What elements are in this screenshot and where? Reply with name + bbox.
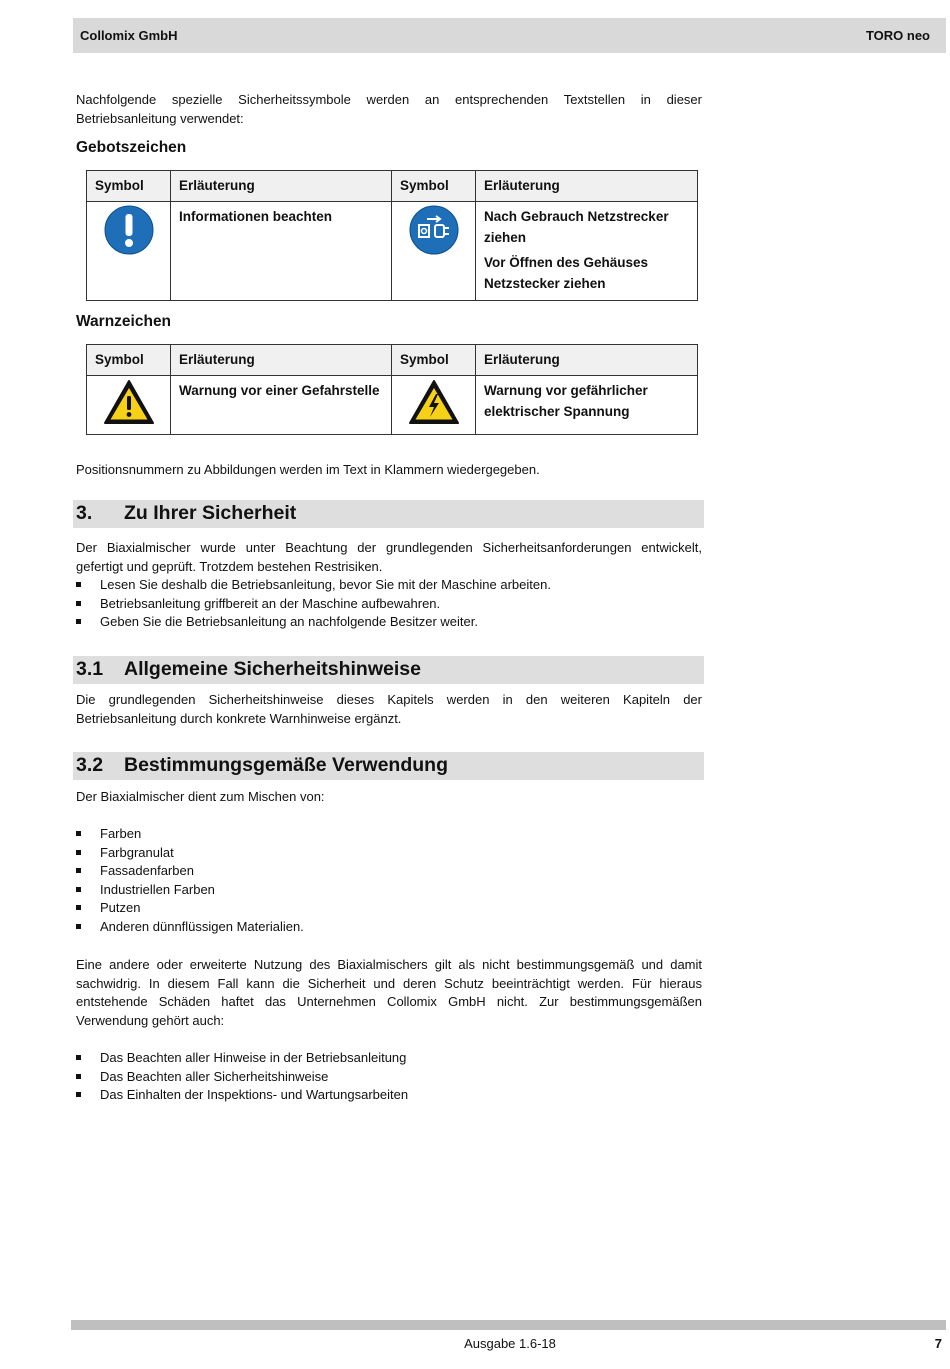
section-number: 3.2 (76, 754, 104, 776)
list-item: Putzen (76, 899, 702, 918)
list-item: Lesen Sie deshalb die Betriebsanleitung, bevor Sie mit der Maschine arbeiten. (76, 576, 702, 595)
page-header (73, 18, 946, 53)
list-item: Das Einhalten der Inspektions- und Wartungsarbeiten (76, 1086, 702, 1105)
list-item: Industriellen Farben (76, 881, 702, 900)
table-header-row (87, 171, 698, 202)
section-number: 3. (76, 502, 93, 524)
bullet-icon (76, 924, 81, 929)
gebot-text-2b: Vor Öffnen des Gehäuses Netzstecker ziehen (484, 255, 649, 291)
list-item: Fassadenfarben (76, 862, 702, 881)
warning-triangle-icon (103, 379, 155, 425)
header-product: TORO neo (865, 28, 930, 43)
footer-edition: Ausgabe 1.6-18 (464, 1336, 556, 1351)
gebot-heading: Gebotszeichen (76, 139, 187, 156)
gebot-text-2a: Nach Gebrauch Netzstrecker ziehen (484, 209, 669, 245)
sec3-bullet-list (76, 576, 702, 632)
section-title: Bestimmungsgemäße Verwendung (124, 754, 448, 776)
bullet-icon (76, 619, 81, 624)
header-company: Collomix GmbH (80, 28, 178, 43)
table-row (87, 376, 698, 435)
header-explanation: Erläuterung (476, 171, 698, 202)
section-title: Allgemeine Sicherheitshinweise (124, 658, 421, 680)
intro-text: Nachfolgende spezielle Sicherheitssymbole werden an entsprechenden Textstellen in dieser Betriebsanleitung verwendet: (76, 92, 702, 126)
footer-bar (71, 1320, 946, 1330)
warn-text-1: Warnung vor einer Gefahrstelle (171, 376, 392, 435)
list-item: Das Beachten aller Sicherheitshinweise (76, 1068, 702, 1087)
high-voltage-icon (408, 379, 460, 425)
header-symbol: Symbol (87, 171, 171, 202)
section-number: 3.1 (76, 658, 104, 680)
list-item: Farbgranulat (76, 844, 702, 863)
warn-text-2: Warnung vor gefährlicher elektrischer Spannung (476, 376, 698, 435)
warn-table (86, 344, 698, 435)
header-explanation: Erläuterung (476, 345, 698, 376)
sec32-text: Der Biaxialmischer dient zum Mischen von: (76, 789, 325, 804)
sec32-text-2: Eine andere oder erweiterte Nutzung des Biaxialmischers gilt als nicht bestimmungsgemäß und damit sachwidrig. In diesem Fall kann die Sicherheit und deren Schutz beeinträchtigt werden. Für hieraus entstehende Schäden haftet das Unternehmen Collomix GmbH nicht. Zur bestimmungsgemäßen Verwendung gehört auch: (76, 957, 702, 1028)
sec32-bullet-list (76, 825, 702, 937)
table-row (87, 202, 698, 301)
section-title: Zu Ihrer Sicherheit (124, 502, 297, 524)
header-explanation: Erläuterung (171, 345, 392, 376)
list-item: Betriebsanleitung griffbereit an der Maschine aufbewahren. (76, 595, 702, 614)
exclamation-info-icon (104, 205, 154, 255)
header-symbol: Symbol (87, 345, 171, 376)
unplug-icon (409, 205, 459, 255)
list-item: Das Beachten aller Hinweise in der Betriebsanleitung (76, 1049, 702, 1068)
list-item: Anderen dünnflüssigen Materialien. (76, 918, 702, 937)
bullet-icon (76, 831, 81, 836)
gebot-text-1: Informationen beachten (171, 202, 392, 301)
table-header-row (87, 345, 698, 376)
bullet-icon (76, 601, 81, 606)
header-symbol: Symbol (392, 345, 476, 376)
bullet-icon (76, 1074, 81, 1079)
bullet-icon (76, 868, 81, 873)
gebot-table (86, 170, 698, 301)
section-heading-3-1 (73, 656, 704, 684)
sec32-bullet-list-2 (76, 1049, 702, 1105)
header-explanation: Erläuterung (171, 171, 392, 202)
bullet-icon (76, 1055, 81, 1060)
section-heading-3 (73, 500, 704, 528)
section-heading-3-2 (73, 752, 704, 780)
list-item: Geben Sie die Betriebsanleitung an nachfolgende Besitzer weiter. (76, 613, 702, 632)
bullet-icon (76, 582, 81, 587)
bullet-icon (76, 905, 81, 910)
position-note: Positionsnummern zu Abbildungen werden im Text in Klammern wiedergegeben. (76, 462, 540, 477)
list-item: Farben (76, 825, 702, 844)
bullet-icon (76, 1092, 81, 1097)
sec3-text: Der Biaxialmischer wurde unter Beachtung der grundlegenden Sicherheitsanforderungen entwickelt, gefertigt und geprüft. Trotzdem bestehen Restrisiken. (76, 540, 702, 574)
warn-heading: Warnzeichen (76, 313, 172, 330)
header-symbol: Symbol (392, 171, 476, 202)
page-number: 7 (934, 1336, 942, 1351)
bullet-icon (76, 850, 81, 855)
sec31-text: Die grundlegenden Sicherheitshinweise dieses Kapitels werden in den weiteren Kapiteln der Betriebsanleitung durch konkrete Warnhinweise ergänzt. (76, 692, 702, 726)
bullet-icon (76, 887, 81, 892)
